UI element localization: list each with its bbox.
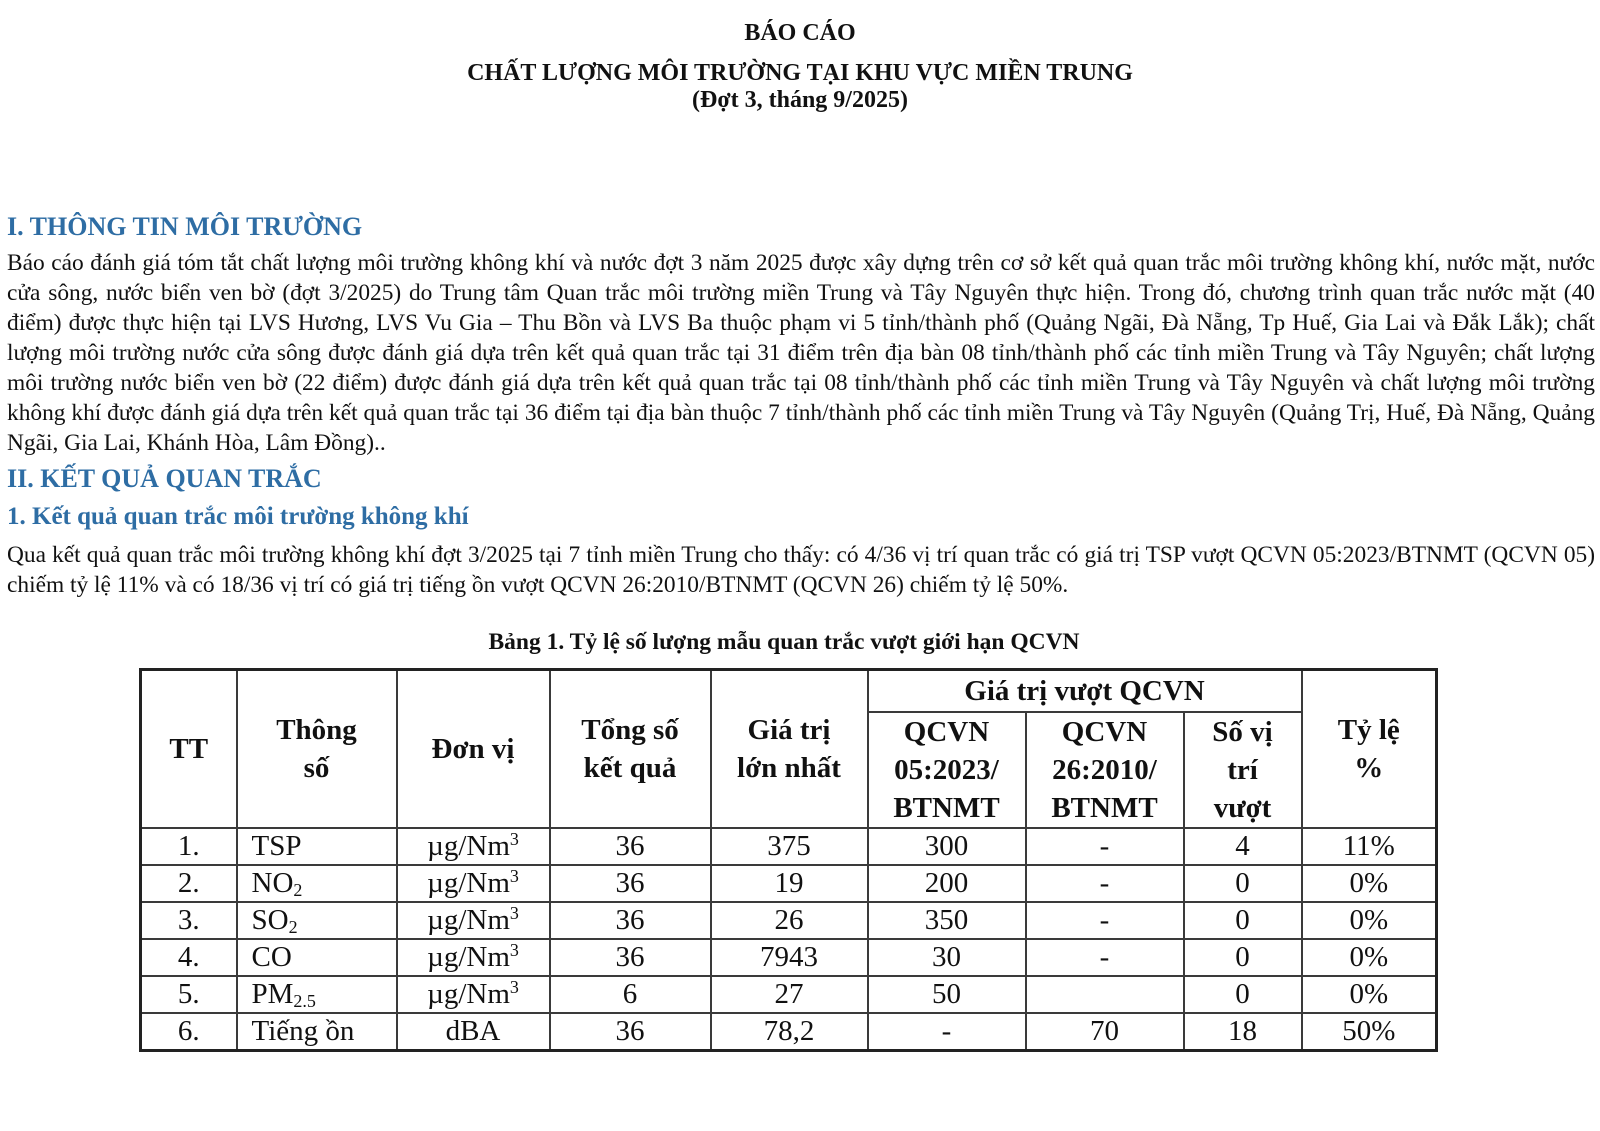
report-subtitle: CHẤT LƯỢNG MÔI TRƯỜNG TẠI KHU VỰC MIỀN TRUNG xyxy=(467,60,1133,86)
cell-tt: 2. xyxy=(141,865,237,902)
table-row xyxy=(141,1013,1437,1051)
cell-exceed-count: 0 xyxy=(1184,939,1302,976)
table-caption: Bảng 1. Tỷ lệ số lượng mẫu quan trắc vượt giới hạn QCVN xyxy=(488,629,1080,655)
subsection-paragraph-air-quality: Qua kết quả quan trắc môi trường không khí đợt 3/2025 tại 7 tỉnh miền Trung cho thấy: có 4/36 vị trí quan trắc có giá trị TSP vượt QCVN 05:2023/BTNMT (QCVN 05) chiếm tỷ lệ 11% và có 18/36 vị trí có giá trị tiếng ồn vượt QCVN 26:2010/BTNMT (QCVN 26) chiếm tỷ lệ 50%. xyxy=(7,542,1595,598)
cell-total: 36 xyxy=(550,1013,711,1051)
cell-qcvn26: - xyxy=(1026,828,1184,865)
cell-exceed-count: 18 xyxy=(1184,1013,1302,1051)
cell-tt: 3. xyxy=(141,902,237,939)
cell-qcvn05: 30 xyxy=(868,939,1026,976)
header-parameter: Thông số xyxy=(237,670,397,829)
table-row xyxy=(141,939,1437,976)
cell-exceed-count: 0 xyxy=(1184,902,1302,939)
cell-parameter: $SO_2$ xyxy=(237,902,397,939)
cell-tt: 6. xyxy=(141,1013,237,1051)
header-unit: Đơn vị xyxy=(397,670,550,829)
header-tt: TT xyxy=(141,670,237,829)
cell-tt: 1. xyxy=(141,828,237,865)
header-ratio: Tỷ lệ % xyxy=(1302,670,1437,829)
header-qcvn05: QCVN 05:2023/ BTNMT xyxy=(868,712,1026,828)
cell-parameter: Tiếng ồn xyxy=(237,1013,397,1051)
cell-exceed-count: 4 xyxy=(1184,828,1302,865)
cell-max: 19 xyxy=(711,865,868,902)
cell-qcvn05: 200 xyxy=(868,865,1026,902)
section-paragraph-environment-info: Báo cáo đánh giá tóm tắt chất lượng môi trường không khí và nước đợt 3 năm 2025 được xây dựng trên cơ sở kết quả quan trắc môi trường không khí, nước mặt, nước cửa sông, nước biển ven bờ (đợt 3/2025) do Trung tâm Quan trắc môi trường miền Trung và Tây Nguyên thực hiện. Trong đó, chương trình quan trắc nước mặt (40 điểm) được thực hiện tại LVS Hương, LVS Vu Gia – Thu Bồn và LVS Ba thuộc phạm vi 5 tỉnh/thành phố (Quảng Ngãi, Đà Nẵng, Tp Huế, Gia Lai và Đắk Lắk); chất lượng môi trường nước cửa sông được đánh giá dựa trên kết quả quan trắc tại 31 điểm trên địa bàn 08 tỉnh/thành phố các tỉnh miền Trung và Tây Nguyên; chất lượng môi trường nước biển ven bờ (22 điểm) được đánh giá dựa trên kết quả quan trắc tại 08 tỉnh/thành phố các tỉnh miền Trung và Tây Nguyên và chất lượng môi trường không khí được đánh giá dựa trên kết quả quan trắc tại 36 điểm tại địa bàn thuộc 7 tỉnh/thành phố các tỉnh miền Trung và Tây Nguyên (Quảng Trị, Huế, Đà Nẵng, Quảng Ngãi, Gia Lai, Khánh Hòa, Lâm Đồng).. xyxy=(7,250,1595,456)
cell-unit: µg/Nm$^3$ xyxy=(397,939,550,976)
header-exceed-group: Giá trị vượt QCVN xyxy=(868,670,1302,713)
report-title-block xyxy=(0,14,1600,114)
table-row xyxy=(141,902,1437,939)
cell-total: 36 xyxy=(550,865,711,902)
cell-parameter: TSP xyxy=(237,828,397,865)
cell-parameter: $NO_2$ xyxy=(237,865,397,902)
table-row xyxy=(141,865,1437,902)
cell-ratio: 50% xyxy=(1302,1013,1437,1051)
cell-total: 36 xyxy=(550,902,711,939)
exceedance-table xyxy=(139,668,1438,1052)
cell-total: 36 xyxy=(550,939,711,976)
cell-total: 6 xyxy=(550,976,711,1013)
cell-unit: µg/Nm$^3$ xyxy=(397,865,550,902)
table-row xyxy=(141,828,1437,865)
cell-ratio: 0% xyxy=(1302,865,1437,902)
cell-ratio: 0% xyxy=(1302,976,1437,1013)
cell-parameter: CO xyxy=(237,939,397,976)
header-max-value: Giá trị lớn nhất xyxy=(711,670,868,829)
cell-max: 78,2 xyxy=(711,1013,868,1051)
cell-qcvn05: - xyxy=(868,1013,1026,1051)
cell-max: 375 xyxy=(711,828,868,865)
cell-ratio: 0% xyxy=(1302,939,1437,976)
cell-unit: µg/Nm$^3$ xyxy=(397,976,550,1013)
table-row xyxy=(141,976,1437,1013)
subsection-heading-air-quality: 1. Kết quả quan trắc môi trường không khí xyxy=(7,503,469,530)
table-header-row xyxy=(141,670,1437,713)
cell-tt: 5. xyxy=(141,976,237,1013)
report-title: BÁO CÁO xyxy=(744,20,856,46)
cell-max: 27 xyxy=(711,976,868,1013)
cell-qcvn26: - xyxy=(1026,939,1184,976)
cell-unit: µg/Nm$^3$ xyxy=(397,902,550,939)
header-total-results: Tổng số kết quả xyxy=(550,670,711,829)
cell-max: 7943 xyxy=(711,939,868,976)
section-heading-environment-info: I. THÔNG TIN MÔI TRƯỜNG xyxy=(7,212,363,241)
report-body xyxy=(7,208,1595,600)
cell-qcvn05: 300 xyxy=(868,828,1026,865)
cell-qcvn26 xyxy=(1026,976,1184,1013)
cell-tt: 4. xyxy=(141,939,237,976)
header-exceed-count: Số vị trí vượt xyxy=(1184,712,1302,828)
section-heading-monitoring-results: II. KẾT QUẢ QUAN TRẮC xyxy=(7,464,322,493)
cell-qcvn26: - xyxy=(1026,865,1184,902)
cell-qcvn05: 50 xyxy=(868,976,1026,1013)
cell-exceed-count: 0 xyxy=(1184,976,1302,1013)
cell-unit: µg/Nm$^3$ xyxy=(397,828,550,865)
cell-qcvn05: 350 xyxy=(868,902,1026,939)
cell-qcvn26: - xyxy=(1026,902,1184,939)
cell-max: 26 xyxy=(711,902,868,939)
cell-total: 36 xyxy=(550,828,711,865)
cell-exceed-count: 0 xyxy=(1184,865,1302,902)
cell-parameter: $PM_{2.5}$ xyxy=(237,976,397,1013)
cell-unit: dBA xyxy=(397,1013,550,1051)
cell-ratio: 0% xyxy=(1302,902,1437,939)
cell-ratio: 11% xyxy=(1302,828,1437,865)
header-qcvn26: QCVN 26:2010/ BTNMT xyxy=(1026,712,1184,828)
cell-qcvn26: 70 xyxy=(1026,1013,1184,1051)
report-period: (Đợt 3, tháng 9/2025) xyxy=(692,87,908,113)
